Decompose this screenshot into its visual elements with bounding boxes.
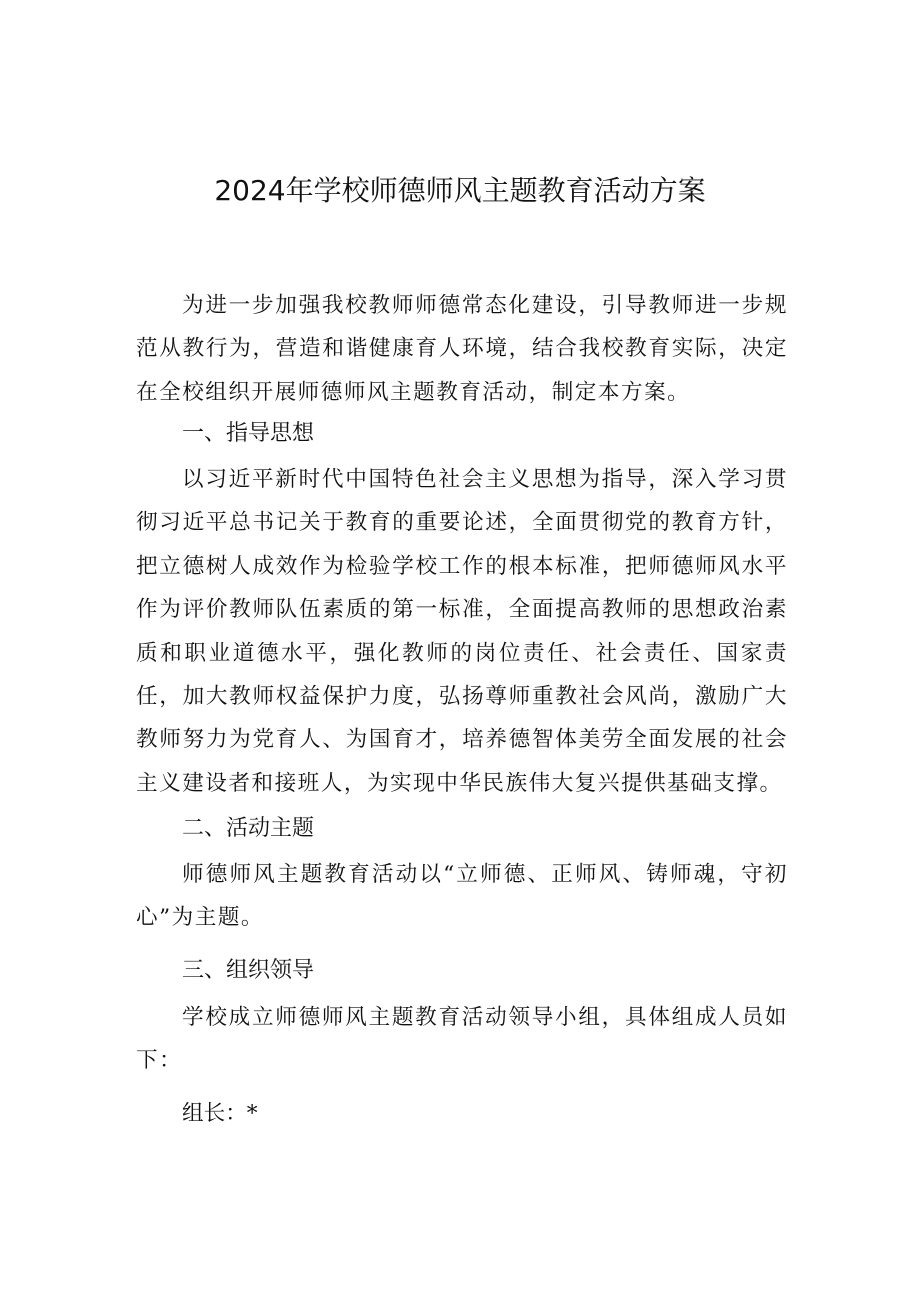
section-paragraph-guiding-ideology: 以习近平新时代中国特色社会主义思想为指导，深入学习贯彻习近平总书记关于教育的重要论述，全面贯彻党的教育方针，把立德树人成效作为检验学校工作的根本标准，把师德师风水平作为评价教师队伍素质的第一标准，全面提高教师的思想政治素质和职业道德水平，强化教师的岗位责任、社会责任、国家责任，加大教师权益保护力度，弘扬尊师重教社会风尚，激励广大教师努力为党育人、为国育才，培养德智体美劳全面发展的社会主义建设者和接班人，为实现中华民族伟大复兴提供基础支撑。 [136, 467, 788, 796]
section-heading-guiding-ideology: 一、指导思想 [182, 421, 315, 446]
document-title: 2024年学校师德师风主题教育活动方案 [214, 174, 706, 207]
section-paragraph-organization: 学校成立师德师风主题教育活动领导小组，具体组成人员如下： [136, 1005, 788, 1074]
section-heading-organization: 三、组织领导 [182, 958, 315, 983]
leader-line: 组长：* [182, 1101, 258, 1126]
section-heading-activity-theme: 二、活动主题 [182, 816, 315, 841]
section-paragraph-activity-theme: 师德师风主题教育活动以“立师德、正师风、铸师魂，守初心”为主题。 [136, 862, 788, 931]
intro-paragraph: 为进一步加强我校教师师德常态化建设，引导教师进一步规范从教行为，营造和谐健康育人环境，结合我校教育实际，决定在全校组织开展师德师风主题教育活动，制定本方案。 [136, 293, 788, 405]
